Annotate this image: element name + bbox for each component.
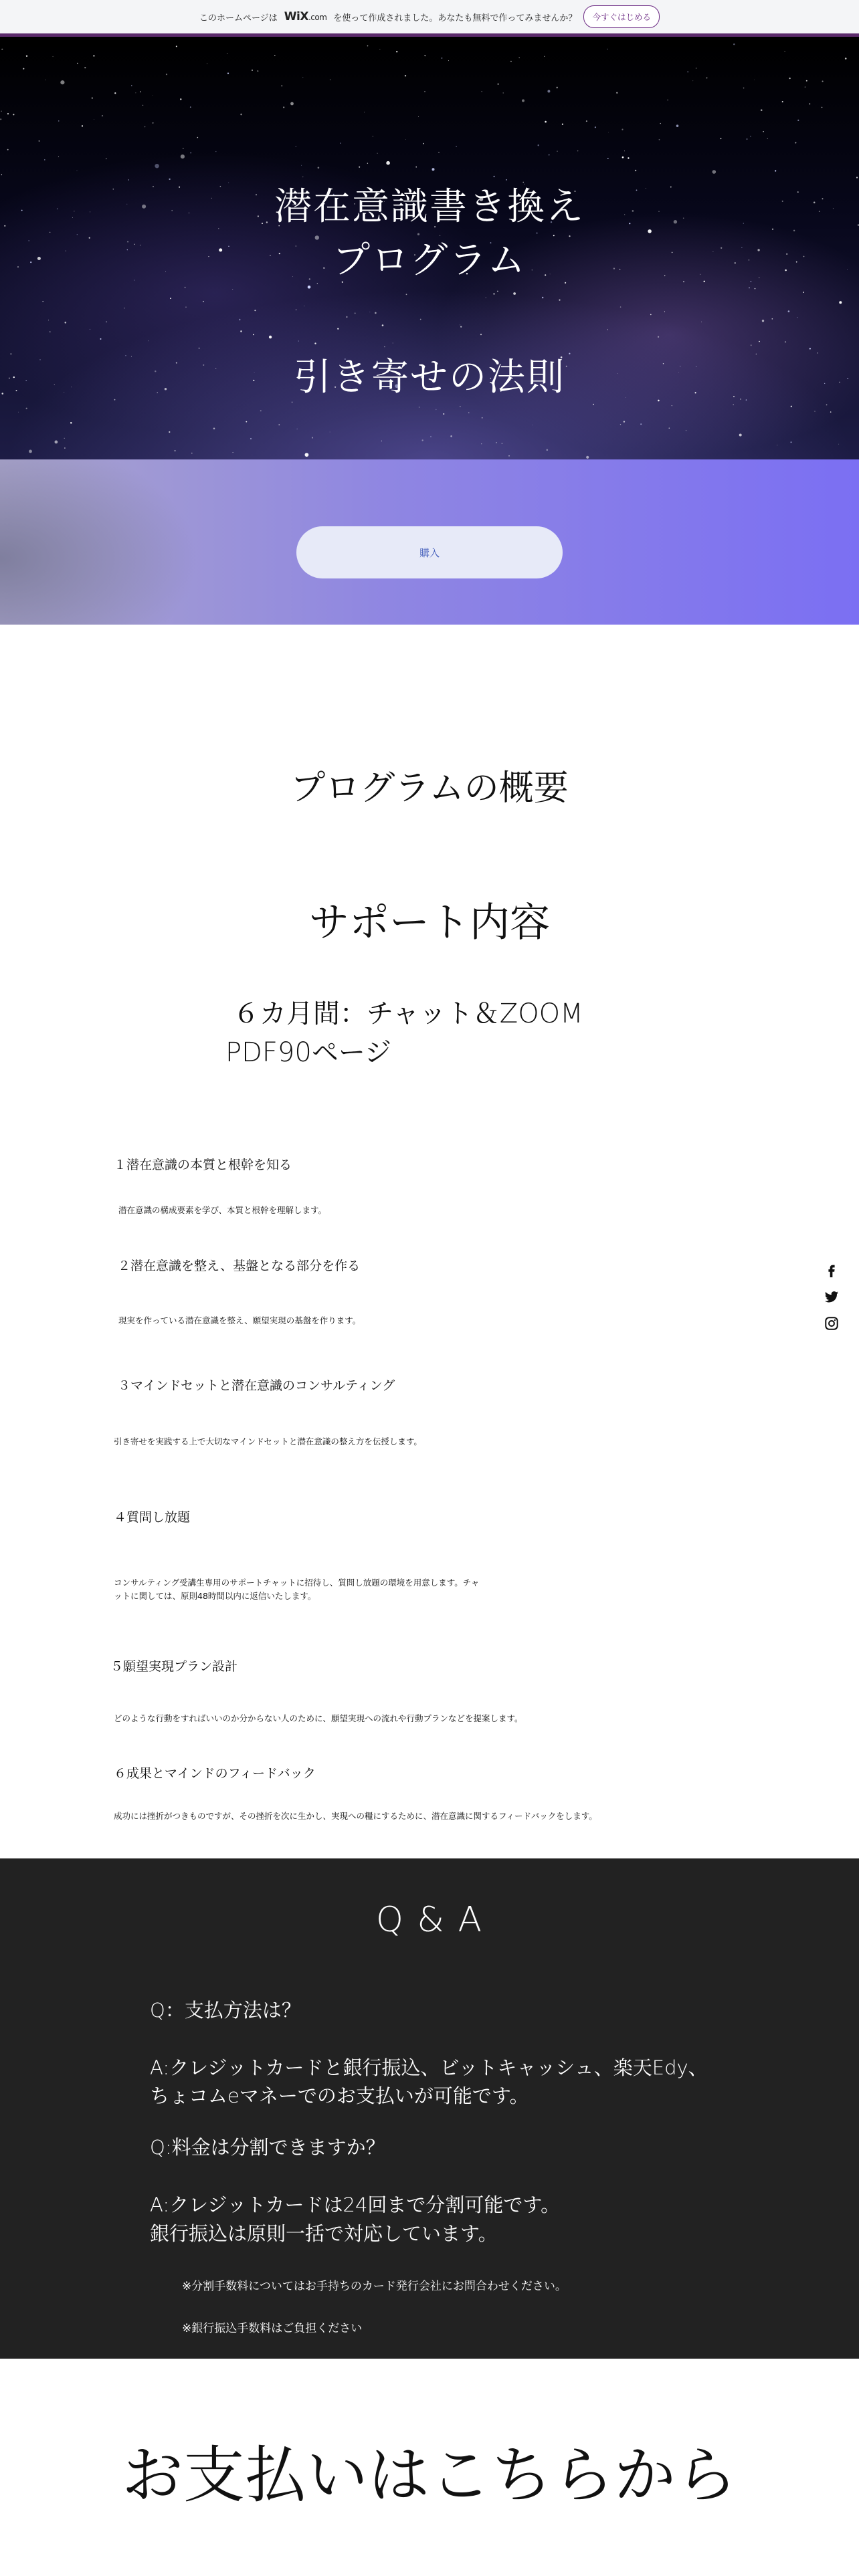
star <box>53 56 54 57</box>
star <box>166 74 167 75</box>
star <box>405 139 406 140</box>
star <box>544 56 545 57</box>
star <box>65 322 67 324</box>
star <box>706 78 708 79</box>
star <box>650 314 652 316</box>
star <box>658 336 659 338</box>
star <box>772 318 773 320</box>
star <box>180 98 181 100</box>
star <box>826 405 828 406</box>
star <box>743 88 745 89</box>
star <box>456 146 457 147</box>
buy-button[interactable]: 購入 <box>296 526 563 578</box>
star <box>302 77 303 78</box>
overview-title: プログラムの概要 <box>290 768 569 809</box>
star <box>246 421 247 423</box>
star <box>664 311 665 312</box>
star <box>538 144 539 146</box>
star <box>92 98 93 99</box>
wix-banner-text-before: このホームページは <box>199 13 278 23</box>
star <box>761 109 763 111</box>
star <box>191 453 193 454</box>
star <box>60 80 64 84</box>
star <box>624 150 625 151</box>
star <box>595 126 596 128</box>
star <box>305 453 309 457</box>
wix-banner-text-after: を使って作成されました。あなたも無料で作ってみませんか？ <box>333 13 577 23</box>
star <box>586 456 589 459</box>
star <box>616 92 617 94</box>
star <box>7 113 9 114</box>
social-bar <box>824 1263 840 1343</box>
item-4-desc-line2: ットに関しては、原則48時間以内に返信いたします。 <box>114 1591 316 1601</box>
star <box>522 100 524 102</box>
star <box>232 289 233 290</box>
star <box>93 55 94 56</box>
star <box>418 116 419 117</box>
item-2-heading: ２潜在意識を整え、基盤となる部分を作る <box>118 1259 361 1273</box>
qa-note-transfer-fee: ※銀行振込手数料はご負担ください <box>182 2322 363 2335</box>
star <box>55 441 58 444</box>
star <box>822 81 824 82</box>
star <box>282 86 283 87</box>
qa-title: Q & A <box>375 1900 484 1940</box>
star <box>420 319 421 320</box>
star <box>227 73 229 74</box>
star <box>607 329 608 330</box>
star <box>762 320 764 322</box>
hero-title-line1: 潜在意識書き換え <box>274 185 585 229</box>
star <box>269 336 272 338</box>
item-1-heading: １潜在意識の本質と根幹を知る <box>114 1158 292 1172</box>
star <box>176 45 177 47</box>
star <box>622 156 624 158</box>
star <box>809 103 810 104</box>
star <box>577 150 579 152</box>
star <box>733 43 735 45</box>
star <box>545 121 547 123</box>
star <box>185 287 186 288</box>
star <box>448 60 449 61</box>
star <box>155 164 159 168</box>
qa-answer-2-line2: 銀行振込は原則一括で対応しています。 <box>150 2222 498 2245</box>
star <box>508 455 510 457</box>
star <box>424 55 425 56</box>
star <box>481 443 482 444</box>
star <box>106 158 107 160</box>
star <box>77 63 78 64</box>
star <box>660 123 661 124</box>
star <box>382 324 384 326</box>
item-3-desc: 引き寄せを実践する上で大切なマインドセットと潜在意識の整え方を伝授します。 <box>114 1436 422 1446</box>
star <box>450 435 452 437</box>
payment-title: お支払いはこちらから <box>121 2440 737 2511</box>
star <box>375 312 377 314</box>
star <box>422 439 423 441</box>
star <box>788 310 790 312</box>
star <box>424 91 425 92</box>
star <box>170 298 171 299</box>
star <box>510 61 512 62</box>
star <box>314 342 316 344</box>
star <box>274 55 276 56</box>
star <box>7 149 9 150</box>
item-4-heading: ４質問し放題 <box>114 1510 191 1525</box>
star <box>806 80 807 82</box>
star <box>406 294 407 295</box>
star <box>739 434 742 437</box>
star <box>254 310 256 311</box>
wix-banner <box>0 0 859 37</box>
star <box>296 309 297 310</box>
star <box>355 312 356 314</box>
star <box>415 167 417 168</box>
hero-title-line3: 引き寄せの法則 <box>294 356 565 399</box>
star <box>830 411 832 413</box>
hero-section <box>0 43 859 459</box>
star <box>301 165 302 166</box>
star <box>559 300 560 301</box>
star <box>746 138 747 140</box>
star <box>791 406 792 407</box>
star <box>513 292 516 295</box>
star <box>838 444 839 445</box>
item-6-heading: ６成果とマインドのフィードバック <box>114 1766 316 1781</box>
star <box>337 328 339 330</box>
star <box>557 151 558 152</box>
star <box>503 92 504 93</box>
star <box>70 422 72 424</box>
star <box>240 330 242 332</box>
star <box>687 72 688 73</box>
star <box>253 334 254 336</box>
star <box>13 114 14 115</box>
wix-logo[interactable]: WiX.com <box>284 10 327 23</box>
star <box>624 421 625 422</box>
star <box>659 139 660 140</box>
star <box>312 437 313 438</box>
star <box>498 84 499 85</box>
star <box>215 151 216 152</box>
star <box>340 142 341 144</box>
star <box>258 70 259 72</box>
star <box>140 92 141 93</box>
star <box>135 92 136 93</box>
star <box>239 319 240 320</box>
star <box>640 423 642 425</box>
star <box>131 85 132 86</box>
star <box>405 75 406 76</box>
qa-answer-1-line1: A:クレジットカードと銀行振込、ビットキャッシュ、楽天Edy、 <box>150 2056 708 2079</box>
star <box>480 334 482 335</box>
star <box>203 301 204 302</box>
hero-title-line2: プログラム <box>332 239 527 282</box>
star <box>496 442 497 443</box>
twitter-icon[interactable] <box>824 1289 839 1304</box>
star <box>29 450 32 453</box>
star <box>593 404 594 405</box>
star <box>608 132 609 133</box>
star <box>443 413 444 415</box>
star <box>58 156 59 157</box>
star <box>252 70 253 71</box>
star <box>749 288 750 289</box>
star <box>721 138 722 139</box>
support-title: サポート内容 <box>309 899 550 946</box>
star <box>562 124 563 125</box>
star <box>396 51 397 52</box>
star <box>620 306 622 308</box>
star <box>298 341 299 342</box>
star <box>23 68 24 70</box>
star <box>419 407 420 408</box>
star <box>175 450 176 451</box>
header-strip <box>0 37 859 43</box>
star <box>364 112 365 113</box>
qa-question-1: Q：支払方法は？ <box>150 1999 301 2022</box>
star <box>692 80 693 81</box>
star <box>497 291 498 292</box>
star <box>845 58 847 60</box>
star <box>759 341 760 342</box>
star <box>803 292 804 293</box>
star <box>547 90 550 93</box>
star <box>64 447 66 449</box>
qa-answer-2-line1: A:クレジットカードは24回まで分割可能です。 <box>150 2193 561 2216</box>
star <box>712 170 717 174</box>
star <box>785 341 786 342</box>
star <box>148 340 149 341</box>
star <box>58 120 59 121</box>
star <box>547 449 549 451</box>
star <box>82 125 83 126</box>
star <box>518 57 520 58</box>
star <box>100 338 102 340</box>
item-5-desc: どのような行動をすればいいのか分からない人のために、願望実現への流れや行動プランなどを提案します。 <box>114 1713 523 1723</box>
star <box>359 167 360 168</box>
star <box>442 58 443 59</box>
star <box>502 443 503 444</box>
star <box>797 120 799 121</box>
star <box>18 412 19 413</box>
star <box>114 92 116 94</box>
star <box>318 167 320 169</box>
star <box>635 170 636 171</box>
star <box>755 288 756 290</box>
star <box>669 427 670 429</box>
star <box>64 438 65 439</box>
star <box>767 138 768 139</box>
star <box>839 301 842 304</box>
star <box>789 78 791 79</box>
star <box>190 106 191 108</box>
star <box>795 142 796 143</box>
star <box>84 67 86 68</box>
star <box>556 87 558 89</box>
qa-question-2: Q:料金は分割できますか？ <box>150 2136 385 2159</box>
start-now-button[interactable]: 今すぐはじめる <box>583 5 660 28</box>
star <box>628 157 629 158</box>
star <box>240 114 242 116</box>
star <box>367 163 368 164</box>
item-4-desc-line1: コンサルティング受講生専用のサポートチャットに招待し、質問し放題の環境を用意します。チャ <box>114 1578 480 1588</box>
star <box>460 326 462 328</box>
star <box>197 137 199 138</box>
star <box>676 124 679 127</box>
star <box>169 431 170 433</box>
star <box>181 154 185 158</box>
star <box>386 161 390 165</box>
star <box>367 45 369 47</box>
support-detail-pdf: PDF90ページ <box>225 1037 392 1068</box>
item-1-desc: 潜在意識の構成要素を学び、本質と根幹を理解します。 <box>118 1205 327 1215</box>
star <box>42 301 43 302</box>
star <box>775 170 776 171</box>
star <box>185 307 186 308</box>
star <box>142 105 143 106</box>
item-2-desc: 現実を作っている潜在意識を整え、願望実現の基盤を作ります。 <box>118 1315 361 1325</box>
star <box>620 424 621 425</box>
star <box>1 49 3 50</box>
qa-answer-1-line2: ちょコムeマネーでのお支払いが可能です。 <box>150 2084 529 2107</box>
star <box>791 441 792 443</box>
facebook-icon[interactable] <box>824 1263 839 1277</box>
star <box>493 293 494 294</box>
item-5-heading: ５願望実現プラン設計 <box>110 1659 238 1674</box>
item-6-desc: 成功には挫折がつきものですが、その挫折を次に生かし、実現への糧にするために、潜在意識に関するフィードバックをします。 <box>114 1811 597 1821</box>
star <box>278 424 280 425</box>
star <box>542 297 543 298</box>
star <box>346 316 347 318</box>
star <box>377 153 378 154</box>
star <box>423 143 424 144</box>
star <box>733 404 734 405</box>
star <box>44 159 45 160</box>
star <box>482 417 483 419</box>
star <box>607 158 609 159</box>
star <box>26 408 27 409</box>
star <box>39 140 40 142</box>
star <box>283 106 284 108</box>
star <box>102 115 103 116</box>
item-3-heading: ３マインドセットと潜在意識のコンサルティング <box>118 1378 395 1393</box>
support-detail-chat-zoom: ６カ月間：チャット＆ZOOM <box>233 998 583 1029</box>
star <box>430 436 432 437</box>
star <box>782 101 783 102</box>
star <box>292 402 293 403</box>
star <box>213 428 215 430</box>
star <box>26 56 27 57</box>
star <box>260 410 262 411</box>
star <box>106 321 107 322</box>
qa-section <box>0 1858 859 2359</box>
star <box>308 286 311 289</box>
qa-note-installment-fee: ※分割手数料についてはお手持ちのカード発行会社にお問合わせください。 <box>182 2280 567 2293</box>
star <box>751 344 752 346</box>
star <box>145 126 146 128</box>
star <box>190 152 191 154</box>
star <box>250 438 252 439</box>
star <box>0 118 1 120</box>
star <box>432 168 435 171</box>
star <box>805 86 806 88</box>
star <box>622 129 623 130</box>
star <box>586 120 587 122</box>
instagram-icon[interactable] <box>824 1316 839 1331</box>
star <box>290 102 294 106</box>
buy-section <box>0 459 859 625</box>
